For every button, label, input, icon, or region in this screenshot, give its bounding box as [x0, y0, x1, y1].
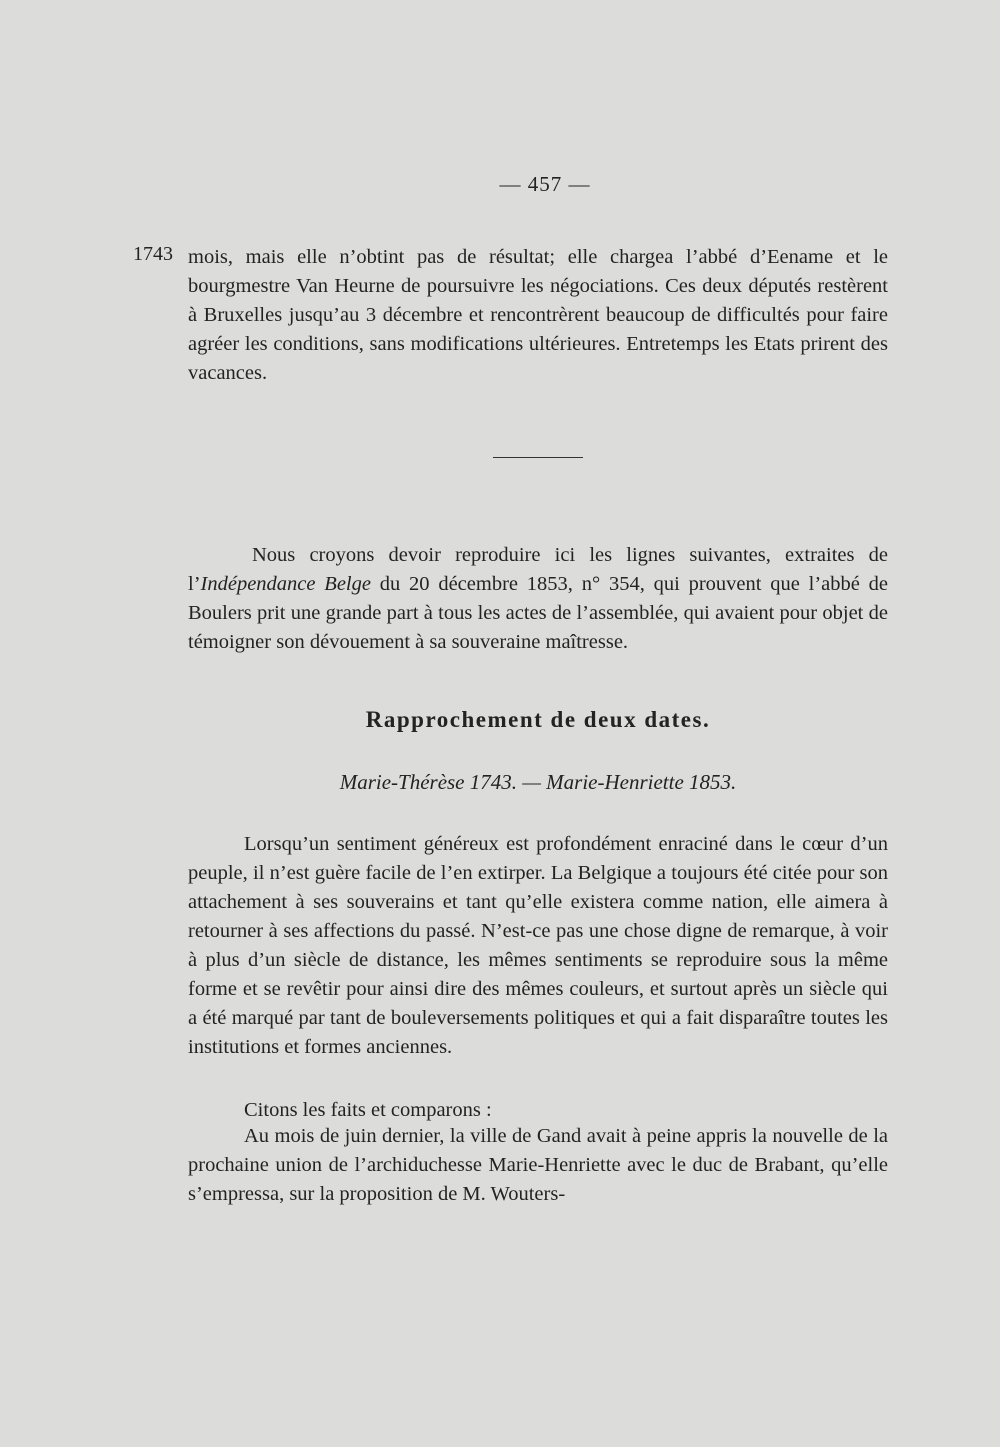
section-divider: [493, 457, 583, 458]
paragraph-text-before: Nous croyons devoir reproduire ici les lignes suivantes, extraites de l’: [188, 544, 888, 595]
paragraph-gand: Au mois de juin dernier, la ville de Gand avait à peine appris la nouvelle de la prochaine union de l’archiduchesse Marie-Henriette avec le duc de Brabant, qu’elle s’empressa, sur la proposition de M. Wouters-: [188, 1125, 888, 1205]
paragraph-independance-citation: [188, 541, 888, 657]
paragraph-text-after: du 20 décembre 1853, n° 354, qui prouvent que l’abbé de Boulers prit une grande part à tous les actes de l’assemblée, qui avaient pour objet de témoigner son dévouement à sa souveraine maîtresse.: [188, 573, 888, 653]
newspaper-title: Indépendance Belge: [200, 573, 371, 595]
paragraph-citons: Citons les faits et comparons :: [244, 1099, 492, 1121]
section-heading: Rapprochement de deux dates.: [365, 707, 711, 732]
paragraph-negotiations: mois, mais elle n’obtint pas de résultat; elle chargea l’abbé d’Eename et le bourgmestre Van Heurne de poursuivre les négociations. Ces deux députés restèrent à Bruxelles jusqu’au 3 décembre et rencontrèrent beaucoup de difficultés pour faire agréer les conditions, sans modifications ultérieures. Entretemps les Etats prirent des vacances.: [188, 246, 888, 384]
paragraph-sentiment: Lorsqu’un sentiment généreux est profondément enraciné dans le cœur d’un peuple, il n’est guère facile de l’en extirper. La Belgique a toujours été citée pour son attachement à ses souverains et tant qu’elle existera comme nation, elle aimera à retourner à ses affections du passé. N’est-ce pas une chose digne de remarque, à voir à plus d’un siècle de distance, les mêmes sentiments se reproduire sous la même forme et se revêtir pour ainsi dire des mêmes couleurs, et surtout après un siècle qui a été marqué par tant de bouleversements politiques et qui a fait disparaître toutes les institutions et formes anciennes.: [188, 833, 888, 1058]
margin-year: 1743: [133, 243, 173, 265]
section-subheading: Marie-Thérèse 1743. — Marie-Henriette 1853.: [339, 770, 737, 794]
page-number: — 457 —: [499, 172, 591, 196]
